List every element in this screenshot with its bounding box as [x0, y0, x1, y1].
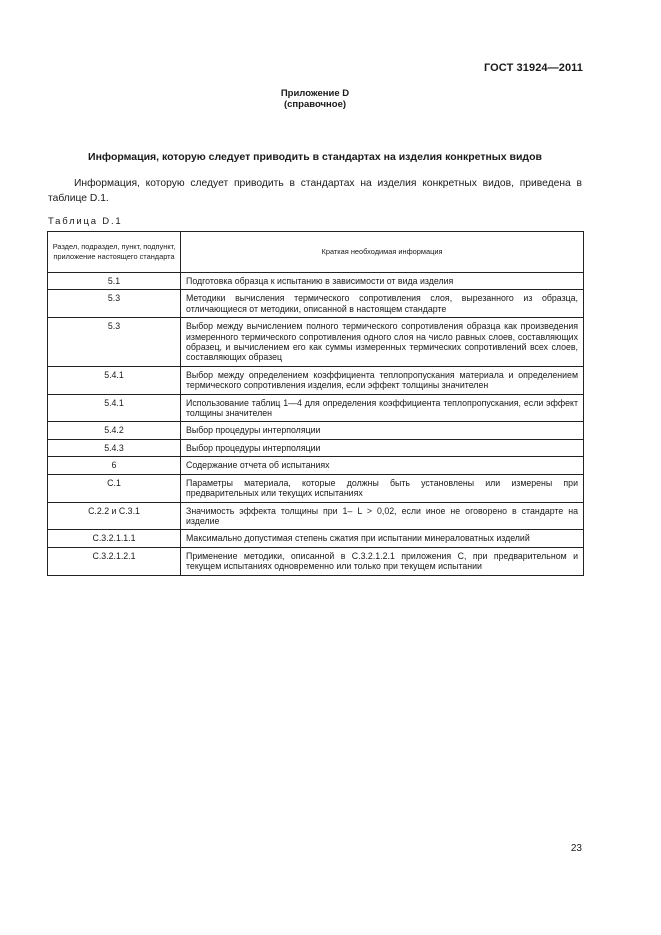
table-row [48, 547, 584, 575]
cell-info: Применение методики, описанной в С.3.2.1.2.1 приложения С, при предварительном и текущем испытаниях одновременно или только при текущем испытании [181, 547, 584, 575]
page-number: 23 [570, 843, 582, 854]
cell-section: 6 [48, 457, 181, 474]
table-row [48, 474, 584, 502]
table-body [48, 273, 584, 576]
cell-info: Подготовка образца к испытанию в зависимости от вида изделия [181, 273, 584, 290]
document-code: ГОСТ 31924—2011 [483, 62, 583, 74]
column-header-info: Краткая необходимая информация [181, 232, 584, 273]
table-row [48, 366, 584, 394]
cell-section: С.3.2.1.2.1 [48, 547, 181, 575]
table-header-row [48, 232, 584, 273]
cell-info: Использование таблиц 1—4 для определения коэффициента теплопропускания, если эффект толщины значителен [181, 394, 584, 422]
table-row [48, 290, 584, 318]
cell-info: Максимально допустимая степень сжатия при испытании минераловатных изделий [181, 530, 584, 547]
cell-info: Содержание отчета об испытаниях [181, 457, 584, 474]
cell-section: 5.4.1 [48, 394, 181, 422]
cell-info: Значимость эффекта толщины при 1– L > 0,02, если иное не оговорено в стандарте на изделие [181, 502, 584, 530]
table-row [48, 439, 584, 456]
cell-section: 5.3 [48, 290, 181, 318]
cell-section: 5.3 [48, 318, 181, 367]
annex-label [0, 88, 630, 110]
cell-section: 5.4.3 [48, 439, 181, 456]
cell-section: 5.1 [48, 273, 181, 290]
info-table [47, 231, 584, 576]
annex-subtitle: (справочное) [283, 99, 347, 110]
table-caption: Таблица D.1 [48, 216, 123, 227]
section-heading: Информация, которую следует приводить в стандартах на изделия конкретных видов [88, 151, 542, 163]
cell-section: 5.4.2 [48, 422, 181, 439]
cell-info: Выбор процедуры интерполяции [181, 422, 584, 439]
cell-section: 5.4.1 [48, 366, 181, 394]
annex-title: Приложение D [280, 88, 350, 99]
cell-info: Методики вычисления термического сопротивления слоя, вырезанного из образца, отличающиеся от методики, описанной в настоящем стандарте [181, 290, 584, 318]
cell-info: Параметры материала, которые должны быть установлены или измерены при предварительных или текущих испытаниях [181, 474, 584, 502]
table-row [48, 457, 584, 474]
table-row [48, 530, 584, 547]
cell-section: С.3.2.1.1.1 [48, 530, 181, 547]
table-row [48, 273, 584, 290]
table-row [48, 318, 584, 367]
cell-info: Выбор между вычислением полного термического сопротивления образца как произведения измеренного термического сопротивления одного слоя на число равных слоев, составляющих образец, и вычислением его как суммы измеренных термических сопротивлений всех слоев, составляющих образец [181, 318, 584, 367]
cell-section: С.1 [48, 474, 181, 502]
column-header-section: Раздел, подраздел, пункт, подпункт, приложение настоящего стандарта [48, 232, 181, 273]
cell-info: Выбор процедуры интерполяции [181, 439, 584, 456]
table-row [48, 422, 584, 439]
cell-section: С.2.2 и С.3.1 [48, 502, 181, 530]
table-row [48, 502, 584, 530]
intro-paragraph: Информация, которую следует приводить в стандартах на изделия конкретных видов, приведена в таблице D.1. [48, 178, 582, 204]
cell-info: Выбор между определением коэффициента теплопропускания материала и определением термического сопротивления изделия, если эффект толщины значителен [181, 366, 584, 394]
table-row [48, 394, 584, 422]
